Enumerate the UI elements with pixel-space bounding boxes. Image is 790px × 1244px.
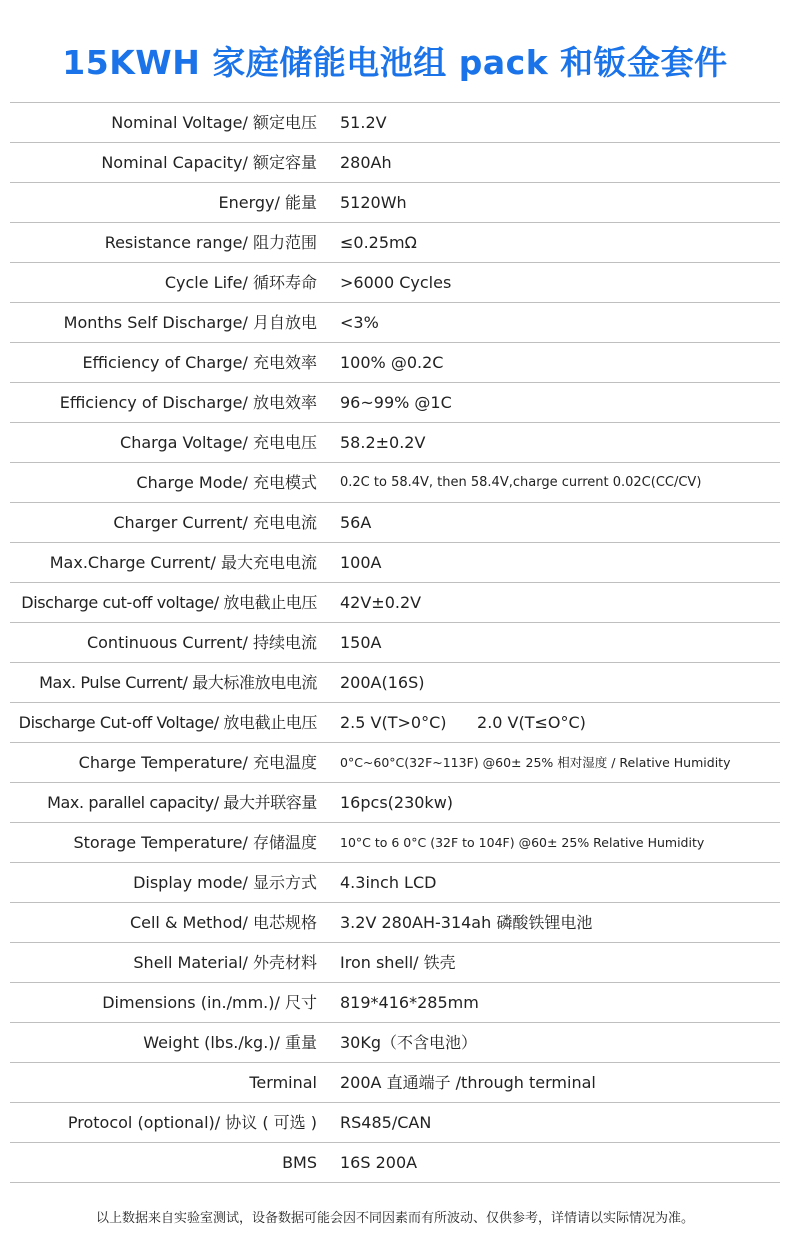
table-row (10, 143, 780, 183)
table-row (10, 983, 780, 1023)
spec-label: Storage Temperature/ 存储温度 (73, 833, 317, 852)
table-row (10, 703, 780, 743)
spec-label: Max. parallel capacity/ 最大并联容量 (47, 793, 317, 812)
table-row (10, 783, 780, 823)
spec-value: 2.5 V(T>0°C) 2.0 V(T≤O°C) (340, 713, 586, 732)
spec-label: Protocol (optional)/ 协议 ( 可选 ) (67, 1113, 317, 1132)
table-row (10, 383, 780, 423)
spec-label: Discharge cut-off voltage/ 放电截止电压 (21, 593, 317, 612)
spec-label: Charger Current/ 充电电流 (113, 513, 317, 532)
spec-label: Continuous Current/ 持续电流 (86, 633, 317, 652)
spec-label: Discharge Cut-off Voltage/ 放电截止电压 (18, 713, 317, 732)
table-row (10, 463, 780, 503)
table-row (10, 423, 780, 463)
spec-value: 51.2V (340, 113, 387, 132)
spec-label: Display mode/ 显示方式 (133, 873, 317, 892)
spec-value: 4.3inch LCD (340, 873, 437, 892)
spec-label: BMS (282, 1153, 317, 1172)
table-row (10, 623, 780, 663)
spec-label: Resistance range/ 阻力范围 (104, 233, 317, 252)
table-row (10, 1103, 780, 1143)
spec-value: 56A (340, 513, 372, 532)
spec-value: 58.2±0.2V (340, 433, 426, 452)
spec-value: RS485/CAN (340, 1113, 432, 1132)
spec-label: Charga Voltage/ 充电电压 (120, 433, 317, 452)
disclaimer-footnote: 以上数据来自实验室测试，设备数据可能会因不同因素而有所波动、仅供参考，详情请以实际情况为准。 (95, 1211, 694, 1226)
spec-value: 3.2V 280AH-314ah 磷酸铁锂电池 (340, 913, 593, 932)
spec-value: 100% @0.2C (340, 353, 444, 372)
spec-value: 200A 直通端子 /through terminal (340, 1073, 596, 1092)
spec-label: Cycle Life/ 循环寿命 (164, 273, 317, 292)
spec-value: 150A (340, 633, 382, 652)
spec-value: 16pcs(230kw) (340, 793, 454, 812)
spec-value: 280Ah (340, 153, 392, 172)
spec-value: 100A (340, 553, 382, 572)
spec-value: 5120Wh (340, 193, 407, 212)
spec-label: Energy/ 能量 (218, 193, 317, 212)
spec-label: Efficiency of Charge/ 充电效率 (82, 353, 317, 372)
table-row (10, 743, 780, 783)
table-row (10, 1063, 780, 1103)
table-row (10, 943, 780, 983)
table-row (10, 903, 780, 943)
table-row (10, 503, 780, 543)
spec-value: Iron shell/ 铁壳 (340, 953, 456, 972)
spec-value: 0°C~60°C(32F~113F) @60± 25% 相对湿度 / Relative Humidity (340, 755, 731, 770)
spec-label: Terminal (249, 1073, 317, 1092)
spec-label: Months Self Discharge/ 月自放电 (63, 313, 317, 332)
spec-label: Max. Pulse Current/ 最大标准放电电流 (39, 673, 317, 692)
table-row (10, 1023, 780, 1063)
table-row (10, 303, 780, 343)
spec-value: 0.2C to 58.4V, then 58.4V,charge current 0.02C(CC/CV) (340, 475, 702, 490)
table-row (10, 863, 780, 903)
spec-label: Cell & Method/ 电芯规格 (129, 913, 317, 932)
table-row (10, 263, 780, 303)
table-row (10, 103, 780, 143)
spec-label: Charge Temperature/ 充电温度 (78, 753, 317, 772)
table-row (10, 583, 780, 623)
spec-value: 10°C to 6 0°C (32F to 104F) @60± 25% Relative Humidity (340, 835, 705, 850)
spec-value: 30Kg（不含电池） (340, 1033, 478, 1052)
spec-label: Efficiency of Discharge/ 放电效率 (59, 393, 317, 412)
spec-label: Max.Charge Current/ 最大充电电流 (49, 553, 317, 572)
table-row (10, 343, 780, 383)
spec-label: Shell Material/ 外壳材料 (133, 953, 317, 972)
spec-label: Weight (lbs./kg.)/ 重量 (143, 1033, 317, 1052)
spec-value: <3% (340, 313, 379, 332)
table-row (10, 1143, 780, 1183)
spec-value: >6000 Cycles (340, 273, 452, 292)
spec-label: Dimensions (in./mm.)/ 尺寸 (102, 993, 317, 1012)
spec-value: 200A(16S) (340, 673, 425, 692)
table-row (10, 183, 780, 223)
table-row (10, 223, 780, 263)
spec-label: Nominal Capacity/ 额定容量 (101, 153, 317, 172)
page-title: 15KWH 家庭储能电池组 pack 和钣金套件 (62, 43, 728, 82)
spec-value: 16S 200A (340, 1153, 418, 1172)
spec-value: ≤0.25mΩ (340, 233, 417, 252)
table-row (10, 823, 780, 863)
spec-value: 96~99% @1C (340, 393, 452, 412)
table-row (10, 663, 780, 703)
spec-label: Nominal Voltage/ 额定电压 (111, 113, 317, 132)
spec-value: 819*416*285mm (340, 993, 479, 1012)
table-row (10, 543, 780, 583)
spec-value: 42V±0.2V (340, 593, 422, 612)
spec-table (10, 102, 780, 1183)
spec-label: Charge Mode/ 充电模式 (136, 473, 317, 492)
